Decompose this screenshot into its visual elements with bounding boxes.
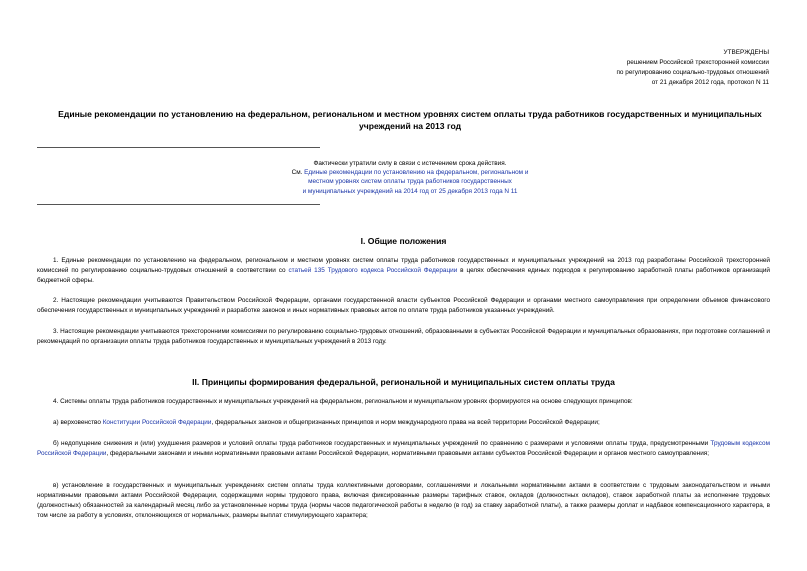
paragraph: 2. Настоящие рекомендации учитываются Правительством Российской Федерации, органами государственной власти субъектов Российской Федерации и органами местного самоуправления при определении объемов финансового обеспечения государственных и муниципальных учреждений и разработке законов и иных нормативных правовых актов по оплате труда работников указанных учреждений. xyxy=(37,297,770,314)
approval-block xyxy=(616,48,769,88)
approval-heading: УТВЕРЖДЕНЫ xyxy=(723,49,769,56)
new-recommendations-link[interactable]: и муниципальных учреждений на 2014 год от 25 декабря 2013 года N 11 xyxy=(302,187,518,195)
notice-text: Фактически утратили силу в связи с истечением срока действия. xyxy=(313,160,507,167)
paragraph: в) установление в государственных и муниципальных учреждениях систем оплаты труда коллективными договорами, соглашениями и локальными нормативными актами в соответствии с трудовым законодательством и иными нормативными правовыми актами Российской Федерации, содержащими нормы трудового права, включая фиксированные размеры тарифных ставок, окладов (должностных окладов), ставок заработной платы за исполнение трудовых (должностных) обязанностей за календарный месяц либо за установленные нормы труда (нормы часов педагогической работы в неделю (в год) за ставку заработной платы), а также размеры доплат и надбавок компенсационного характера, в том числе за работу в условиях, отклоняющихся от нормальных, размеры выплат стимулирующего характера; xyxy=(37,482,770,519)
document-title-line: учреждений на 2013 год xyxy=(358,120,462,131)
notice-link-line xyxy=(250,168,570,177)
divider xyxy=(37,204,320,205)
constitution-link[interactable]: Конституции Российской Федерации xyxy=(102,419,212,426)
new-recommendations-link[interactable]: Единые рекомендации по установлению на федеральном, региональном и xyxy=(304,169,529,177)
paragraph xyxy=(37,256,770,286)
paragraph: 3. Настоящие рекомендации учитываются трехсторонними комиссиями по регулированию социально-трудовых отношений, образованными в субъектах Российской Федерации и муниципальных образованиях, при подготовке соглашений и рекомендаций по организации оплаты труда работников государственных и муниципальных учреждений в 2013 году. xyxy=(37,328,770,345)
section-heading: I. Общие положения xyxy=(360,236,447,246)
paragraph-text: а) верховенство xyxy=(53,419,103,426)
paragraph-text: , федеральных законов и общепризнанных принципов и норм международного права на всей территории Российской Федерации; xyxy=(211,419,600,426)
paragraph-text: , федеральными законами и иными нормативными правовыми актами Российской Федерации, нормативными правовыми актами субъектов Российской Федерации и органов местного самоуправления; xyxy=(106,450,710,457)
labor-code-article-135-link[interactable]: статьей 135 Трудового кодекса Российской Федерации xyxy=(288,267,458,274)
validity-notice xyxy=(250,159,570,196)
paragraph: 4. Системы оплаты труда работников государственных и муниципальных учреждений на федеральном, региональном и муниципальном уровнях формируются на основе следующих принципов: xyxy=(53,398,633,405)
paragraph-text: б) недопущение снижения и (или) ухудшения размеров и условий оплаты труда работников государственных и муниципальных учреждений по сравнению с размерами и условиями оплаты труда, предусмотренными xyxy=(53,440,711,447)
approval-line: решением Российской трехсторонней комиссии xyxy=(626,59,769,66)
labor-code-link[interactable]: Трудовым кодексом Российской Федерации xyxy=(37,440,770,457)
paragraph xyxy=(37,418,770,428)
approval-line: по регулированию социально-трудовых отношений xyxy=(616,69,769,76)
notice-prefix: См. xyxy=(291,169,303,177)
document-title xyxy=(30,109,790,132)
approval-date: от 21 декабря 2012 года, протокол N 11 xyxy=(651,79,769,86)
new-recommendations-link[interactable]: местном уровнях систем оплаты труда работников государственных xyxy=(308,178,512,186)
section-heading: II. Принципы формирования федеральной, региональной и муниципальных систем оплаты труда xyxy=(192,377,615,387)
paragraph xyxy=(37,439,770,459)
divider xyxy=(37,147,320,148)
paragraph-text: в целях обеспечения единых подходов к регулированию заработной платы работников организаций бюджетной сферы. xyxy=(37,267,771,284)
document-title-line: Единые рекомендации по установлению на федеральном, региональном и местном уровнях систем оплаты труда работников государственных и муниципальных xyxy=(58,109,762,119)
paragraph-text: 1. Единые рекомендации по установлению на федеральном, региональном и местном уровнях систем оплаты труда работников государственных и муниципальных учреждений на 2013 год разработаны Российской трехсторонней комиссией по регулированию социально-трудовых отношений в соответствии со xyxy=(37,257,770,274)
